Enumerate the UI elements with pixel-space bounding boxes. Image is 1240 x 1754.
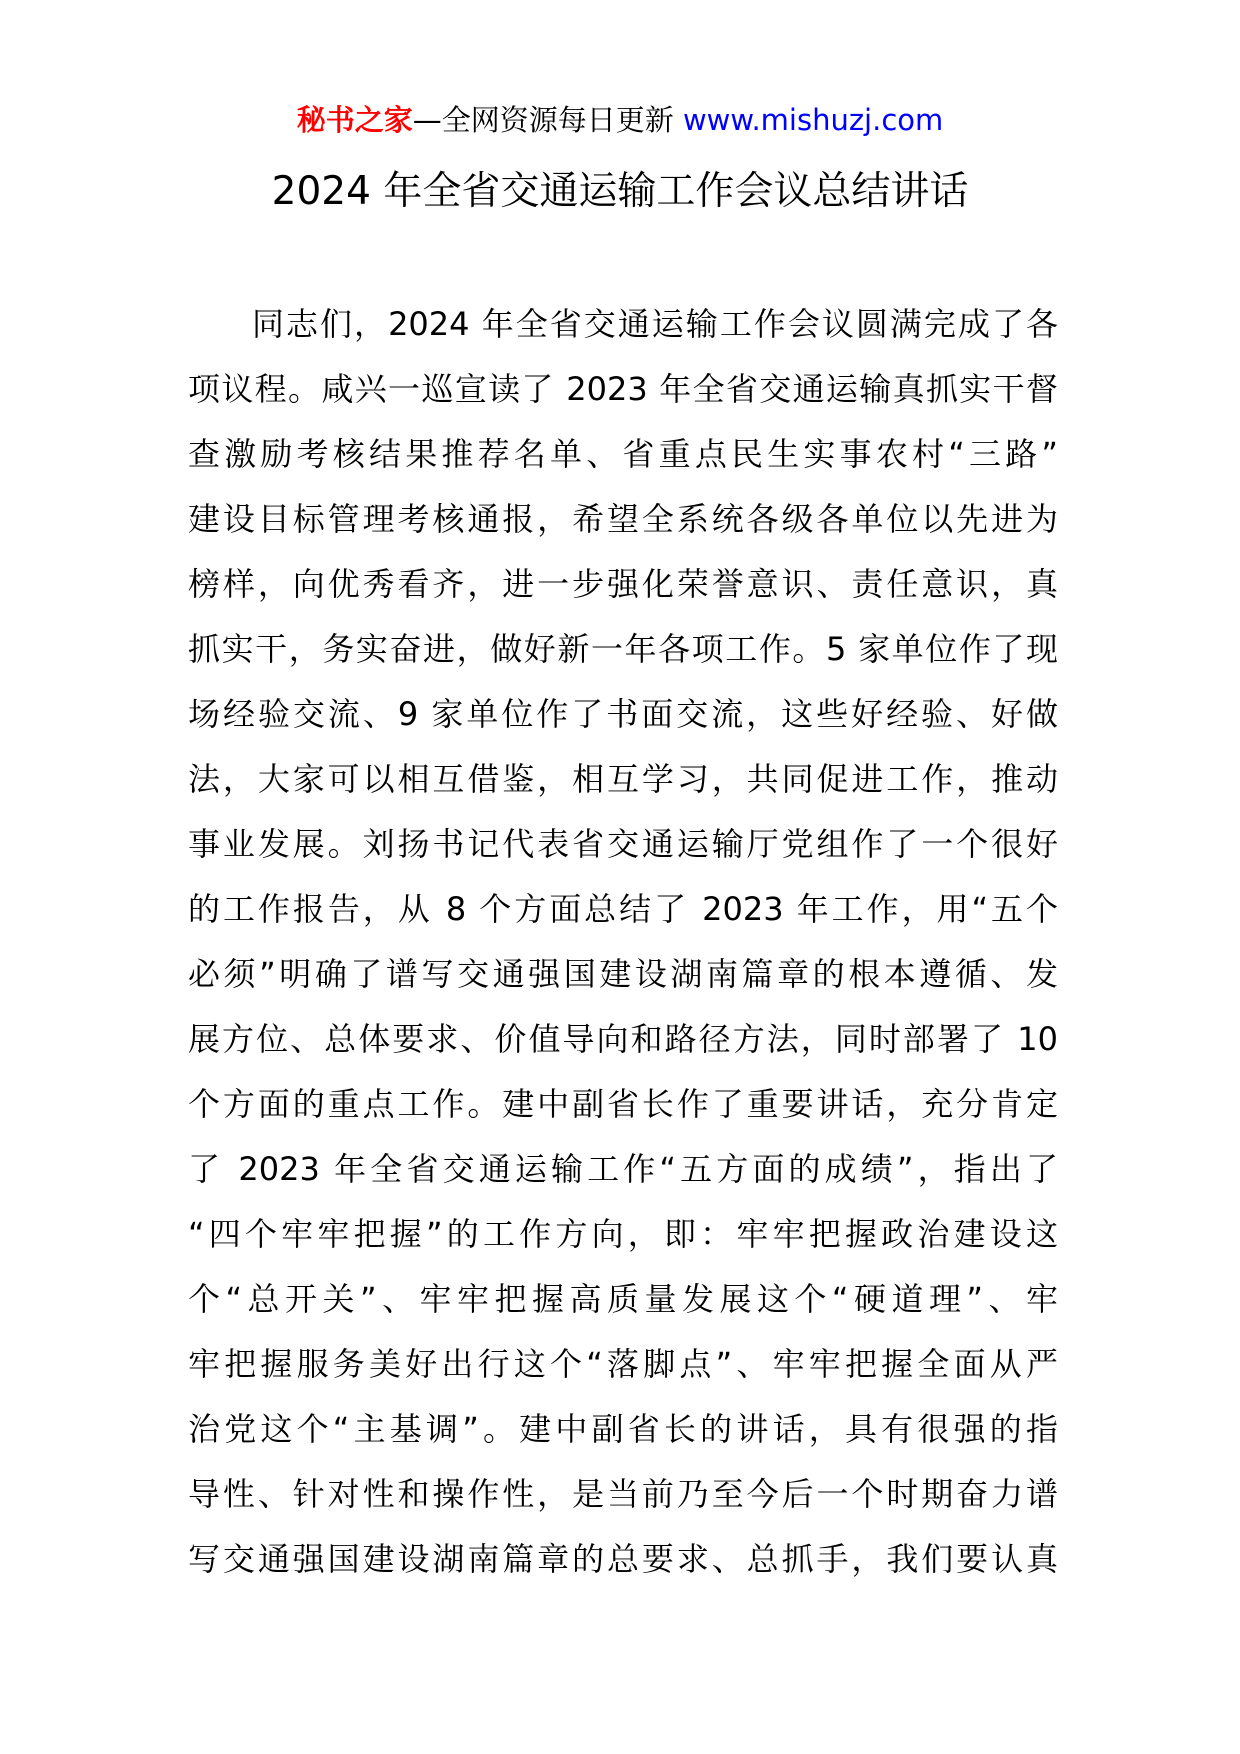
body-line: 牢把握服务美好出行这个“落脚点”、牢牢把握全面从严 [188, 1345, 1058, 1383]
body-line: 了 2023 年全省交通运输工作“五方面的成绩”，指出了 [188, 1150, 1058, 1188]
body-line: 抓实干，务实奋进，做好新一年各项工作。5 家单位作了现 [188, 630, 1058, 668]
body-line: 个“总开关”、牢牢把握高质量发展这个“硬道理”、牢 [188, 1280, 1058, 1318]
body-line: 写交通强国建设湖南篇章的总要求、总抓手，我们要认真 [188, 1540, 1058, 1578]
body-line: 建设目标管理考核通报，希望全系统各级各单位以先进为 [188, 500, 1058, 538]
header-tagline: —全网资源每日更新 [412, 103, 683, 137]
body-line: 场经验交流、9 家单位作了书面交流，这些好经验、好做 [188, 695, 1058, 733]
body-line: 治党这个“主基调”。建中副省长的讲话，具有很强的指 [188, 1410, 1058, 1448]
body-line: 个方面的重点工作。建中副省长作了重要讲话，充分肯定 [188, 1085, 1058, 1123]
body-line: 同志们，2024 年全省交通运输工作会议圆满完成了各 [252, 305, 1058, 343]
body-line: 展方位、总体要求、价值导向和路径方法，同时部署了 10 [188, 1020, 1058, 1058]
site-header [0, 98, 1240, 142]
body-line: 法，大家可以相互借鉴，相互学习，共同促进工作，推动 [188, 760, 1058, 798]
body-line: 事业发展。刘扬书记代表省交通运输厅党组作了一个很好 [188, 825, 1058, 863]
body-line: 榜样，向优秀看齐，进一步强化荣誉意识、责任意识，真 [188, 565, 1058, 603]
brand-name: 秘书之家 [296, 103, 413, 137]
document-title: 2024 年全省交通运输工作会议总结讲话 [271, 169, 969, 214]
site-url[interactable]: www.mishuzj.com [682, 103, 944, 137]
body-line: “四个牢牢把握”的工作方向，即：牢牢把握政治建设这 [188, 1215, 1058, 1253]
body-line: 查激励考核结果推荐名单、省重点民生实事农村“三路” [188, 435, 1058, 473]
body-line: 项议程。咸兴一巡宣读了 2023 年全省交通运输真抓实干督 [188, 370, 1058, 408]
body-line: 导性、针对性和操作性，是当前乃至今后一个时期奋力谱 [188, 1475, 1058, 1513]
body-line: 的工作报告，从 8 个方面总结了 2023 年工作，用“五个 [188, 890, 1058, 928]
document-body [188, 292, 1058, 1592]
body-line: 必须”明确了谱写交通强国建设湖南篇章的根本遵循、发 [188, 955, 1058, 993]
